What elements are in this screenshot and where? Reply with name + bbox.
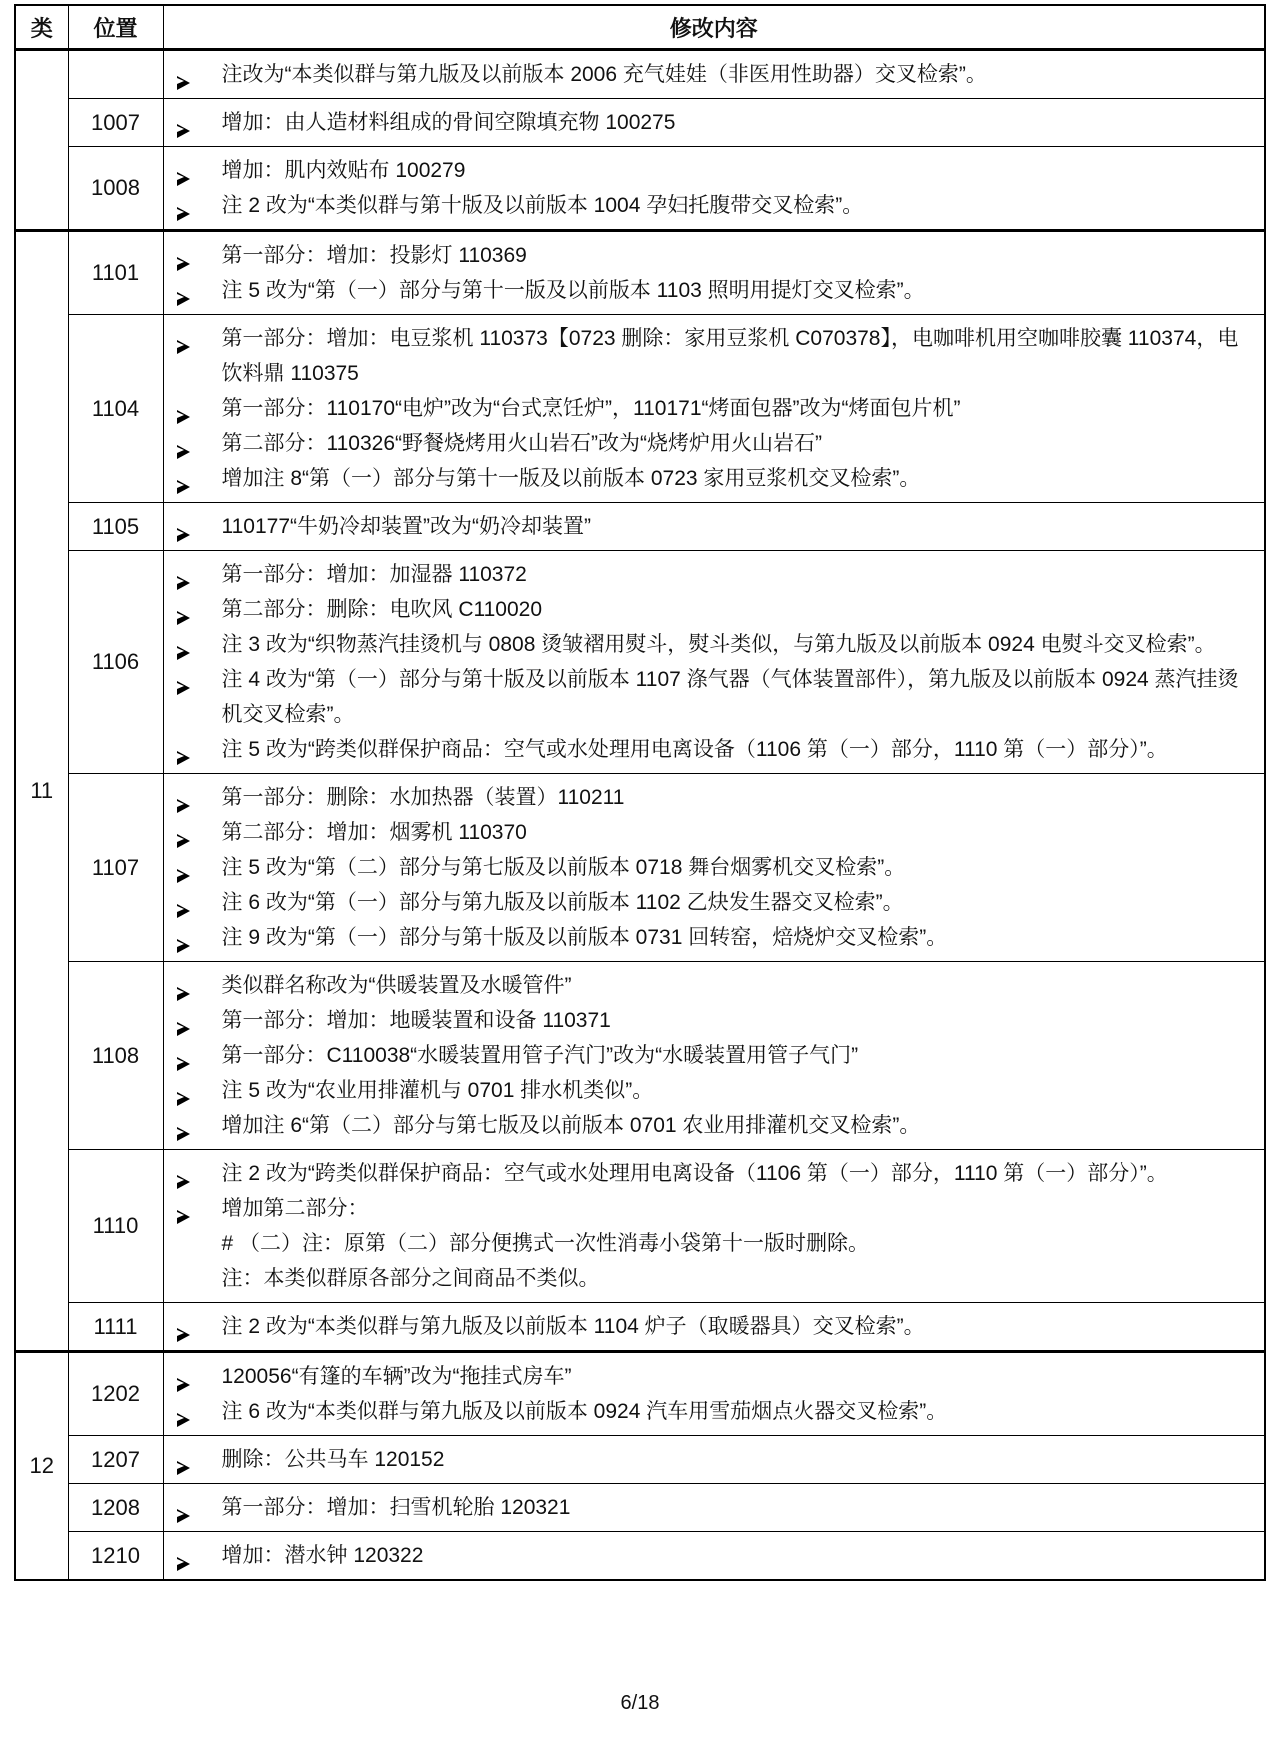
content-item bbox=[164, 1261, 1257, 1296]
item-text: 增加：肌内效贴布 100279 bbox=[221, 159, 466, 182]
bullet-box bbox=[164, 1442, 222, 1477]
table-row bbox=[15, 1150, 1265, 1303]
content-cell bbox=[163, 99, 1265, 147]
content-item bbox=[164, 780, 1257, 815]
bullet-box bbox=[164, 1359, 222, 1394]
content-item bbox=[164, 1538, 1257, 1573]
content-item bbox=[164, 105, 1257, 140]
item-text: 第一部分：增加：投影灯 110369 bbox=[221, 244, 527, 267]
bullet-box bbox=[164, 968, 222, 1003]
content-item bbox=[164, 188, 1257, 223]
content-cell bbox=[163, 147, 1265, 231]
content-item bbox=[164, 592, 1257, 627]
arrow-bullet-icon bbox=[177, 1022, 191, 1037]
content-cell bbox=[163, 50, 1265, 99]
item-text: 第一部分：增加：加湿器 110372 bbox=[221, 563, 527, 586]
content-item bbox=[164, 1003, 1257, 1038]
item-text: 第二部分：110326“野餐烧烤用火山岩石”改为“烧烤炉用火山岩石” bbox=[221, 432, 822, 455]
content-item bbox=[164, 1038, 1257, 1073]
table-row bbox=[15, 551, 1265, 774]
content-item bbox=[164, 391, 1257, 426]
content-cell bbox=[163, 774, 1265, 962]
item-text: 注 5 改为“农业用排灌机与 0701 排水机类似”。 bbox=[221, 1079, 654, 1102]
item-text: 删除：公共马车 120152 bbox=[221, 1448, 445, 1471]
bullet-box bbox=[164, 391, 222, 426]
bullet-box bbox=[164, 850, 222, 885]
table-row bbox=[15, 99, 1265, 147]
position-cell: 1106 bbox=[68, 551, 163, 774]
arrow-bullet-icon bbox=[177, 1057, 191, 1072]
arrow-bullet-icon bbox=[177, 611, 191, 626]
content-item bbox=[164, 1442, 1257, 1477]
bullet-box bbox=[164, 1538, 222, 1573]
bullet-box bbox=[164, 238, 222, 273]
header-position-column: 位置 bbox=[68, 5, 163, 50]
item-text: 120056“有篷的车辆”改为“拖挂式房车” bbox=[221, 1365, 572, 1388]
document-page bbox=[0, 4, 1280, 1743]
header-class-column: 类 bbox=[15, 5, 68, 50]
position-cell: 1101 bbox=[68, 231, 163, 315]
bullet-box bbox=[164, 321, 222, 356]
content-item bbox=[164, 426, 1257, 461]
bullet-box bbox=[164, 1261, 222, 1296]
content-item bbox=[164, 850, 1257, 885]
content-item bbox=[164, 1394, 1257, 1429]
content-cell bbox=[163, 1532, 1265, 1581]
table-row bbox=[15, 315, 1265, 503]
item-text: 第一部分：增加：扫雪机轮胎 120321 bbox=[221, 1496, 571, 1519]
item-text: 注 5 改为“第（一）部分与第十一版及以前版本 1103 照明用提灯交叉检索”。 bbox=[221, 279, 925, 302]
modification-table bbox=[14, 4, 1266, 1581]
position-cell: 1202 bbox=[68, 1352, 163, 1436]
content-item bbox=[164, 1490, 1257, 1525]
content-cell bbox=[163, 1150, 1265, 1303]
arrow-bullet-icon bbox=[177, 1127, 191, 1142]
arrow-bullet-icon bbox=[177, 207, 191, 222]
content-item bbox=[164, 1108, 1257, 1143]
arrow-bullet-icon bbox=[177, 1378, 191, 1393]
table-row bbox=[15, 774, 1265, 962]
arrow-bullet-icon bbox=[177, 646, 191, 661]
bullet-box bbox=[164, 509, 222, 544]
bullet-box bbox=[164, 1003, 222, 1038]
item-text: 第一部分：删除：水加热器（装置）110211 bbox=[221, 786, 625, 809]
item-text: 注改为“本类似群与第九版及以前版本 2006 充气娃娃（非医用性助器）交叉检索”。 bbox=[221, 63, 987, 86]
position-cell: 1208 bbox=[68, 1484, 163, 1532]
arrow-bullet-icon bbox=[177, 1413, 191, 1428]
content-item bbox=[164, 273, 1257, 308]
content-cell bbox=[163, 231, 1265, 315]
arrow-bullet-icon bbox=[177, 799, 191, 814]
page-number: 6/18 bbox=[620, 1692, 660, 1714]
bullet-box bbox=[164, 273, 222, 308]
content-item bbox=[164, 1156, 1257, 1191]
arrow-bullet-icon bbox=[177, 124, 191, 139]
item-text: 第一部分：110170“电炉”改为“台式烹饪炉”，110171“烤面包器”改为“烤面包片机” bbox=[221, 397, 961, 420]
arrow-bullet-icon bbox=[177, 939, 191, 954]
header-content-column: 修改内容 bbox=[163, 5, 1265, 50]
bullet-box bbox=[164, 57, 222, 92]
item-text: 注：本类似群原各部分之间商品不类似。 bbox=[221, 1267, 600, 1290]
item-text: 注 3 改为“织物蒸汽挂烫机与 0808 烫皱褶用熨斗，熨斗类似，与第九版及以前版本 0924 电熨斗交叉检索”。 bbox=[221, 633, 1216, 656]
position-cell: 1104 bbox=[68, 315, 163, 503]
content-item bbox=[164, 1309, 1257, 1344]
arrow-bullet-icon bbox=[177, 1557, 191, 1572]
arrow-bullet-icon bbox=[177, 681, 191, 696]
content-item bbox=[164, 1191, 1257, 1226]
bullet-box bbox=[164, 153, 222, 188]
content-cell bbox=[163, 551, 1265, 774]
content-item bbox=[164, 885, 1257, 920]
bullet-box bbox=[164, 1191, 222, 1226]
class-cell: 11 bbox=[15, 231, 68, 1352]
table-row bbox=[15, 231, 1265, 315]
item-text: # （二）注：原第（二）部分便携式一次性消毒小袋第十一版时删除。 bbox=[221, 1232, 870, 1255]
item-text: 第一部分：增加：电豆浆机 110373【0723 删除：家用豆浆机 C070378】，电咖啡机用空咖啡胶囊 110374，电饮料鼎 110375 bbox=[221, 327, 1239, 385]
content-item bbox=[164, 627, 1257, 662]
content-item bbox=[164, 732, 1257, 767]
bullet-box bbox=[164, 461, 222, 496]
content-cell bbox=[163, 1436, 1265, 1484]
position-cell: 1111 bbox=[68, 1303, 163, 1352]
content-item bbox=[164, 968, 1257, 1003]
item-text: 注 4 改为“第（一）部分与第十版及以前版本 1107 涤气器（气体装置部件），第九版及以前版本 0924 蒸汽挂烫机交叉检索”。 bbox=[221, 668, 1239, 726]
content-cell bbox=[163, 315, 1265, 503]
item-text: 第二部分：增加：烟雾机 110370 bbox=[221, 821, 527, 844]
arrow-bullet-icon bbox=[177, 1210, 191, 1225]
item-text: 增加第二部分： bbox=[221, 1197, 369, 1220]
arrow-bullet-icon bbox=[177, 480, 191, 495]
bullet-box bbox=[164, 920, 222, 955]
table-header-row bbox=[15, 5, 1265, 50]
bullet-box bbox=[164, 815, 222, 850]
content-item bbox=[164, 238, 1257, 273]
content-cell bbox=[163, 1484, 1265, 1532]
arrow-bullet-icon bbox=[177, 1175, 191, 1190]
arrow-bullet-icon bbox=[177, 172, 191, 187]
item-text: 注 6 改为“本类似群与第九版及以前版本 0924 汽车用雪茄烟点火器交叉检索”。 bbox=[221, 1400, 948, 1423]
item-text: 110177“牛奶冷却装置”改为“奶冷却装置” bbox=[221, 515, 591, 538]
arrow-bullet-icon bbox=[177, 751, 191, 766]
arrow-bullet-icon bbox=[177, 410, 191, 425]
bullet-box bbox=[164, 426, 222, 461]
content-item bbox=[164, 57, 1257, 92]
item-text: 注 2 改为“本类似群与第九版及以前版本 1104 炉子（取暖器具）交叉检索”。 bbox=[221, 1315, 925, 1338]
bullet-box bbox=[164, 557, 222, 592]
bullet-box bbox=[164, 627, 222, 662]
bullet-box bbox=[164, 1394, 222, 1429]
arrow-bullet-icon bbox=[177, 1092, 191, 1107]
bullet-box bbox=[164, 780, 222, 815]
bullet-box bbox=[164, 1156, 222, 1191]
content-cell bbox=[163, 1303, 1265, 1352]
bullet-box bbox=[164, 1108, 222, 1143]
arrow-bullet-icon bbox=[177, 1328, 191, 1343]
item-text: 注 2 改为“本类似群与第十版及以前版本 1004 孕妇托腹带交叉检索”。 bbox=[221, 194, 864, 217]
position-cell: 1207 bbox=[68, 1436, 163, 1484]
item-text: 增加注 8“第（一）部分与第十一版及以前版本 0723 家用豆浆机交叉检索”。 bbox=[221, 467, 921, 490]
table-row bbox=[15, 1436, 1265, 1484]
arrow-bullet-icon bbox=[177, 257, 191, 272]
arrow-bullet-icon bbox=[177, 292, 191, 307]
item-text: 第一部分：C110038“水暖装置用管子汽门”改为“水暖装置用管子气门” bbox=[221, 1044, 859, 1067]
arrow-bullet-icon bbox=[177, 987, 191, 1002]
bullet-box bbox=[164, 885, 222, 920]
content-item bbox=[164, 153, 1257, 188]
table-row bbox=[15, 147, 1265, 231]
position-cell: 1108 bbox=[68, 962, 163, 1150]
arrow-bullet-icon bbox=[177, 869, 191, 884]
bullet-box bbox=[164, 105, 222, 140]
arrow-bullet-icon bbox=[177, 340, 191, 355]
item-text: 注 5 改为“第（二）部分与第七版及以前版本 0718 舞台烟雾机交叉检索”。 bbox=[221, 856, 906, 879]
content-cell bbox=[163, 503, 1265, 551]
class-cell: 12 bbox=[15, 1352, 68, 1581]
item-text: 注 9 改为“第（一）部分与第十版及以前版本 0731 回转窑，焙烧炉交叉检索”。 bbox=[221, 926, 948, 949]
arrow-bullet-icon bbox=[177, 445, 191, 460]
bullet-box bbox=[164, 1226, 222, 1261]
bullet-box bbox=[164, 1038, 222, 1073]
position-cell: 1007 bbox=[68, 99, 163, 147]
arrow-bullet-icon bbox=[177, 904, 191, 919]
content-cell bbox=[163, 962, 1265, 1150]
arrow-bullet-icon bbox=[177, 1509, 191, 1524]
arrow-bullet-icon bbox=[177, 834, 191, 849]
item-text: 类似群名称改为“供暖装置及水暖管件” bbox=[221, 974, 572, 997]
arrow-bullet-icon bbox=[177, 1461, 191, 1476]
content-item bbox=[164, 1073, 1257, 1108]
bullet-box bbox=[164, 1490, 222, 1525]
position-cell: 1008 bbox=[68, 147, 163, 231]
content-item bbox=[164, 461, 1257, 496]
bullet-box bbox=[164, 188, 222, 223]
arrow-bullet-icon bbox=[177, 576, 191, 591]
item-text: 注 5 改为“跨类似群保护商品：空气或水处理用电离设备（1106 第（一）部分，1110 第（一）部分）”。 bbox=[221, 738, 1168, 761]
table-row bbox=[15, 1352, 1265, 1436]
item-text: 注 2 改为“跨类似群保护商品：空气或水处理用电离设备（1106 第（一）部分，1110 第（一）部分）”。 bbox=[221, 1162, 1168, 1185]
content-cell bbox=[163, 1352, 1265, 1436]
item-text: 第二部分：删除：电吹风 C110020 bbox=[221, 598, 543, 621]
arrow-bullet-icon bbox=[177, 528, 191, 543]
item-text: 增加：潜水钟 120322 bbox=[221, 1544, 424, 1567]
bullet-box bbox=[164, 732, 222, 767]
bullet-box bbox=[164, 1309, 222, 1344]
content-item bbox=[164, 920, 1257, 955]
item-text: 注 6 改为“第（一）部分与第九版及以前版本 1102 乙炔发生器交叉检索”。 bbox=[221, 891, 904, 914]
arrow-bullet-icon bbox=[177, 76, 191, 91]
content-item bbox=[164, 815, 1257, 850]
table-row bbox=[15, 50, 1265, 99]
position-cell: 1105 bbox=[68, 503, 163, 551]
content-item bbox=[164, 662, 1257, 732]
bullet-box bbox=[164, 1073, 222, 1108]
bullet-box bbox=[164, 662, 222, 697]
position-cell: 1110 bbox=[68, 1150, 163, 1303]
content-item bbox=[164, 1226, 1257, 1261]
table-row bbox=[15, 1484, 1265, 1532]
position-cell: 1107 bbox=[68, 774, 163, 962]
content-item bbox=[164, 509, 1257, 544]
item-text: 增加：由人造材料组成的骨间空隙填充物 100275 bbox=[221, 111, 676, 134]
position-cell: 1210 bbox=[68, 1532, 163, 1581]
table-row bbox=[15, 1303, 1265, 1352]
content-item bbox=[164, 1359, 1257, 1394]
bullet-box bbox=[164, 592, 222, 627]
table-row bbox=[15, 503, 1265, 551]
content-item bbox=[164, 557, 1257, 592]
item-text: 第一部分：增加：地暖装置和设备 110371 bbox=[221, 1009, 611, 1032]
class-cell bbox=[15, 50, 68, 231]
table-row bbox=[15, 962, 1265, 1150]
content-item bbox=[164, 321, 1257, 391]
position-cell bbox=[68, 50, 163, 99]
item-text: 增加注 6“第（二）部分与第七版及以前版本 0701 农业用排灌机交叉检索”。 bbox=[221, 1114, 921, 1137]
table-row bbox=[15, 1532, 1265, 1581]
